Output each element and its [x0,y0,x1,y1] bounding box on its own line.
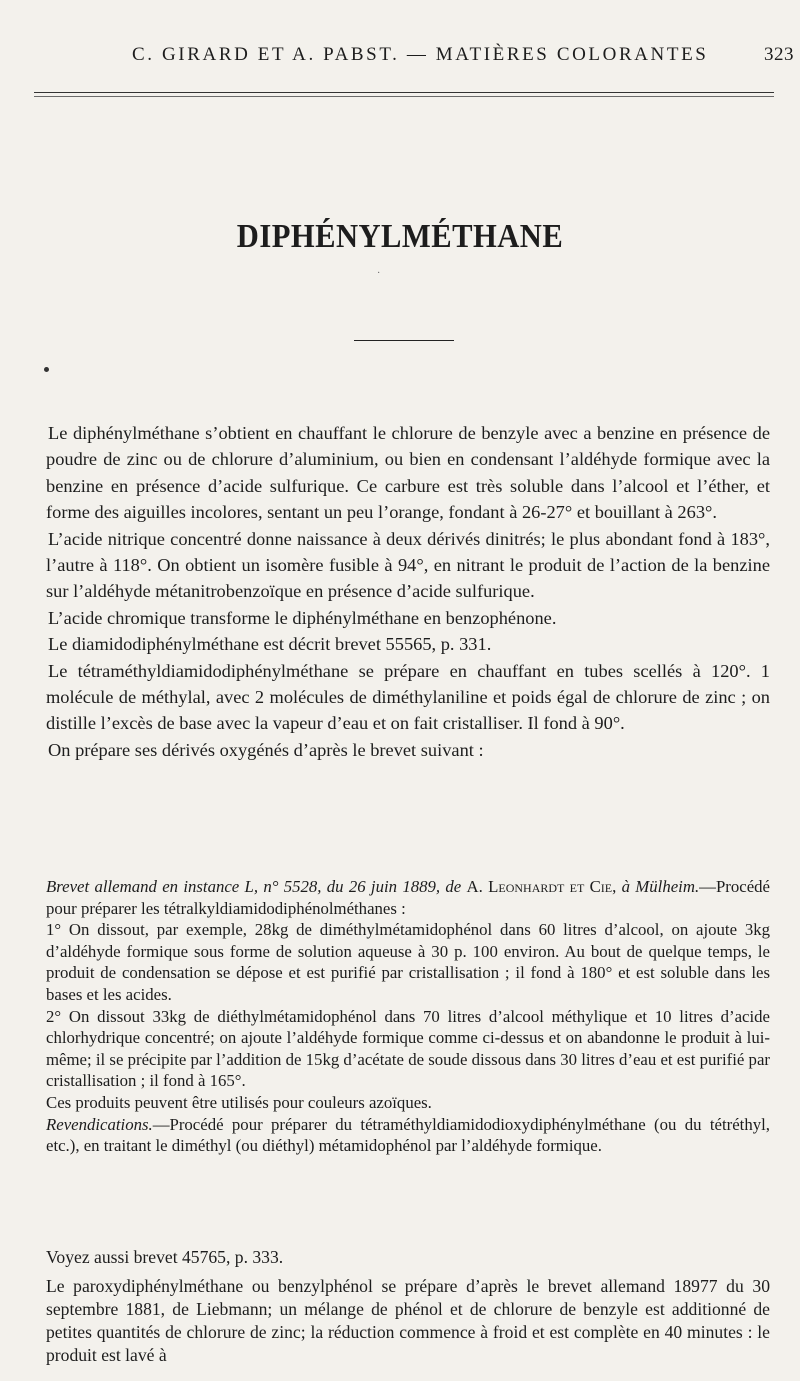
paragraph: L’acide chromique transforme le diphénylméthane en benzophénone. [48,607,557,628]
running-head [0,44,800,74]
patent-applicant: A. Leonhardt et Cie, [466,877,617,896]
claims-label: Revendications. [46,1114,153,1134]
patent-step-1: 1° On dissout, par exemple, 28kg de diméthylmétamidophénol dans 60 litres d’alcool, on ajoute 3kg d’aldéhyde formique sous forme de solution aqueuse à 30 p. 100 environ. Au bout de quelque temps, le produit de condensation se dépose et est purifié par cristallisation ; il fond à 180° et est soluble dans les bases et les acides. [46,920,770,1004]
body-text [46,420,770,763]
patent-usage: Ces produits peuvent être utilisés pour couleurs azoïques. [46,1092,432,1112]
patent-citation-italic: Brevet allemand en instance L, n° 5528, du 26 juin 1889, de [46,877,462,896]
print-speck [44,367,49,372]
final-paragraph: Le paroxydiphénylméthane ou benzylphénol se prépare d’après le brevet allemand 18977 du 30 septembre 1881, de Liebmann; un mélange de phénol et de chlorure de benzyle est additionné de petites quantités de chlorure de zinc; la réduction commence à froid et est complète en 40 minutes : le produit est lavé à [46,1276,770,1365]
title-rule [354,340,454,341]
patent-citation [46,876,770,919]
patent-place: à Mülheim. [621,877,700,896]
end-text [46,1246,770,1367]
patent-section [46,876,770,1157]
paragraph: On prépare ses dérivés oxygénés d’après le brevet suivant : [48,739,484,760]
paragraph: L’acide nitrique concentré donne naissance à deux dérivés dinitrés; le plus abondant fond à 183°, l’autre à 118°. On obtient un isomère fusible à 94°, en nitrant le produit de l’action de la benzine sur l’aldéhyde métanitrobenzoïque en présence d’acide sulfurique. [46,528,770,602]
patent-procedure: —Procédé pour préparer les tétralkyldiamidodiphénolméthanes : [46,877,770,918]
paragraph: Le diamidodiphénylméthane est décrit brevet 55565, p. 331. [48,634,492,655]
ornament-dot: · [377,268,381,279]
patent-step-2: 2° On dissout 33kg de diéthylmétamidophénol dans 70 litres d’alcool méthylique et 10 litres d’acide chlorhydrique concentré; on ajoute l’aldéhyde formique comme ci-dessus et on abandonne le produit à lui-même; il se précipite par l’addition de 15kg d’acétate de soude dissous dans 30 litres d’eau et est purifié par cristallisation ; il fond à 165°. [46,1006,770,1091]
paragraph: Le tétraméthyldiamidodiphénylméthane se prépare en chauffant en tubes scellés à 120°. 1 molécule de méthylal, avec 2 molécules de diméthylaniline et poids égal de chlorure de zinc ; on distille l’excès de base avec la vapeur d’eau et on fait cristalliser. Il fond à 90°. [46,660,770,734]
running-head-title: C. GIRARD ET A. PABST. — MATIÈRES COLORANTES [132,44,709,65]
page-number: 323 [764,44,794,65]
patent-claims [46,1114,770,1157]
paragraph: Le diphénylméthane s’obtient en chauffant le chlorure de benzyle avec a benzine en présence de poudre de zinc ou de chlorure d’aluminium, ou bien en condensant l’aldéhyde formique avec la benzine en présence d’acide sulfurique. Ce carbure est très soluble dans l’alcool et l’éther, et forme des aiguilles incolores, sentant un peu l’orange, fondant à 26-27° et bouillant à 263°. [46,423,770,523]
see-also: Voyez aussi brevet 45765, p. 333. [46,1247,284,1267]
claims-text: —Procédé pour préparer du tétraméthyldiamidodioxydiphénylméthane (ou du tétréthyl, etc.), en traitant le diméthyl (ou diéthyl) métamidophénol par l’aldéhyde formique. [46,1114,770,1156]
article-title: DIPHÉNYLMÉTHANE [236,218,564,255]
header-rule-secondary [34,96,774,97]
header-rule [34,92,774,93]
